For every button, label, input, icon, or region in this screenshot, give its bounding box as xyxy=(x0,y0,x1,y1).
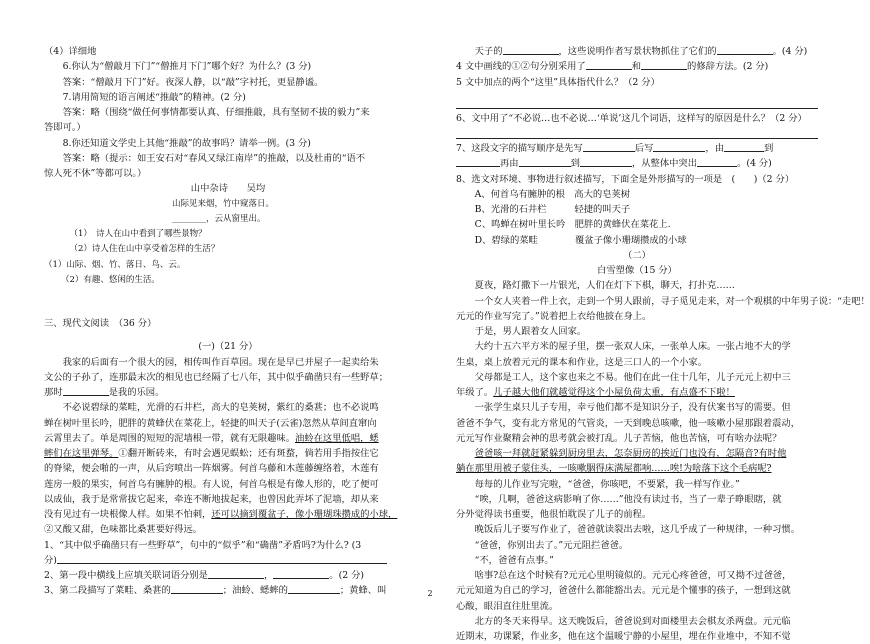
fill-blank xyxy=(717,44,773,55)
option-d: D、碧绿的菜畦 覆盆子像小珊瑚攒成的小球 xyxy=(474,234,687,246)
question-6: 6、文中用了“不必说…也不必说…‘单说’这几个词语，这样写的原因是什么？（2 分） xyxy=(456,112,807,124)
underlined-sentence: 儿子越大他们就越觉得这个小屋负荷太重，有点盛不下啦！ xyxy=(493,387,735,398)
poem-title: 山中杂诗 吴均 xyxy=(190,183,266,195)
passage-title: 白雪塑像（15 分） xyxy=(597,265,677,276)
passage-line: 元元的作业写完了。”说着把上衣给他披在身上。 xyxy=(456,310,652,322)
passage-line: 一个女人夹着一件上衣，走到一个男人跟前，寻子觅见走来，对一个观棋的中年男子说：“走吧！ xyxy=(474,295,870,307)
fill-blank xyxy=(580,156,632,167)
poem-question-1: （1） 诗人在山中看到了哪些景物？ xyxy=(69,229,207,239)
passage-line: 大约十五六平方米的屋子里，摆一张双人床，一张单人床。一张占地不大的学 xyxy=(474,341,791,353)
passage-line: 于是，男人跟着女人回家。 xyxy=(474,326,587,337)
question-7: 7、这段文字的描写顺序是先写 后写 ，由 到 xyxy=(456,143,774,154)
answer-line xyxy=(456,126,818,139)
passage-line: 元元写作业聚精会神的思考就会被打乱。儿子苦恼，他也苦恼，可有啥办法呢？ xyxy=(456,432,782,444)
fill-blank xyxy=(503,44,559,55)
passage-line: 生桌，桌上放着元元的课本和作业，这是三口人的一个小家。 xyxy=(456,356,708,368)
underlined-sentence: 躺在那里用被子蒙住头，一咳嗽胭得床满屋都响……唉!为啥落下这个毛病呢? xyxy=(456,463,772,475)
answer-line xyxy=(57,553,387,564)
option-c: C、鸣蝉在树叶里长吟 肥胖的黄蜂伏在菜花上. xyxy=(474,219,671,231)
passage-line: 莲房一般的果实，何首乌有臃肿的根。有人说，何首乌根是有像人形的，吃了便可 xyxy=(44,478,379,490)
question-4: 4 文中画线的①②句分别采用了 和 的修辞方法。(2 分) xyxy=(456,61,769,73)
passage-line: 以成仙，我于是常常拔它起来，牵连不断地拔起来，也曾因此弄坏了泥墙，却从来 xyxy=(44,493,379,505)
question-1-cont: 分) xyxy=(44,553,412,568)
answer-line xyxy=(456,96,818,109)
passage-line: 每每的儿作业写完啦，“爸爸，你咳吧，不要紧，我一样写作业。” xyxy=(474,478,740,490)
right-column xyxy=(456,44,870,644)
answer-7: 答案：略（围绕“做任何事情都要认真、仔细推敲，具有坚韧不拔的毅力”来 xyxy=(62,107,370,118)
fill-blank xyxy=(653,141,705,152)
passage-line: “唉，几啊，爸爸这病影响了你……”他没有读过书，当了一辈子睁眼瞎，就 xyxy=(474,493,782,505)
fill-blank xyxy=(519,156,571,167)
passage-line: 蝉在树叶里长吟，肥胖的黄蜂伏在菜花上，轻捷的叫天子(云雀)忽然从草间直窜向 xyxy=(44,417,377,429)
passage-line: 的脊梁，便会啪的一声，从后窍喷出一阵烟雾。何首乌藤和木莲藤缠络着，木莲有 xyxy=(44,463,379,475)
fill-blank xyxy=(586,59,632,70)
question-2: 2、第一段中横线上应填关联词语分别是 ， 。(2 分) xyxy=(44,570,364,581)
passage-line: 不必说碧绿的菜畦，光滑的石井栏，高大的皂荚树，紫红的桑葚；也不必说鸣 xyxy=(62,402,379,414)
question-1: 1、“其中似乎确凿只有一些野草”，句中的“似乎”和“确凿”矛盾吗?为什么? (3 xyxy=(44,539,362,551)
poem-line-2: ________，云从窗里出。 xyxy=(172,213,266,224)
passage-line: 一张学生桌只儿子专用，幸亏他们都不是知识分子，没有伏案书写的需要。但 xyxy=(474,402,791,414)
underlined-sentence: 爸爸咳一拜就赶紧躲到厨房里去，怎奈厨房的挨近门也没有，怎隔音?有时他 xyxy=(474,448,787,459)
question-7: 7.请用简短的语言阐述“推敲”的精神。(2 分) xyxy=(62,91,246,103)
passage-line: 啥事?总在这个时候有?元元心里明镜似的。元元心疼爸爸，可又拗不过爸爸， xyxy=(474,570,792,581)
passage-line: 心酸，眼泪直往肚里流。 xyxy=(456,600,559,612)
question-3: 3、第二段描写了菜畦、桑葚的 ；油蛉、蟋蟀的 ；黄蜂、叫 xyxy=(44,585,387,597)
passage-line: 父母都是工人，这个家也来之不易。他们在此一住十几年，儿子元元上初中三 xyxy=(474,371,791,383)
fill-blank xyxy=(641,59,687,70)
option-b: B、光滑的石井栏 轻捷的叫天子 xyxy=(474,204,631,215)
fill-blank xyxy=(724,141,764,152)
answer-8-cont: 惊人死不休”等都可以。） xyxy=(44,168,147,179)
passage-line: 年级了。儿子越大他们就越觉得这个小屋负荷太重，有点盛不下啦！ xyxy=(456,387,735,398)
fill-blank xyxy=(697,156,737,167)
passage-line: “不，爸爸有点事。” xyxy=(474,554,554,566)
answer-6: 答案：“僧敲月下门”好。夜深人静，以“敲”字衬托，更显静谧。 xyxy=(62,76,324,88)
passage-line: 分外觉得读书重要，他很怕耽误了儿子的前程。 xyxy=(456,509,652,520)
option-a: A、何首乌有臃肿的根 高大的皂荚树 xyxy=(474,188,631,200)
question-7-cont: 再由 到 ，从整体中突出 。(4 分) xyxy=(456,156,818,171)
answer-8: 答案：略（提示：如王安石对“春风又绿江南岸”的推敲，以及杜甫的“语不 xyxy=(62,152,366,164)
passage-line: 没有见过有一块根像人样。如果不怕刺，还可以摘到覆盆子，像小珊瑚珠攒成的小球， xyxy=(44,509,398,520)
underlined-sentence-1-cont: 蟀们在这里弹琴。 xyxy=(44,448,119,459)
passage-line: 我家的后面有一个很大的园，相传叫作百草园。现在是早已并屋子一起卖给朱 xyxy=(62,356,379,368)
passage-line: 晚饭后儿子要写作业了，爸爸就读裂出去啦，这几乎成了一种规律，一种习惯。 xyxy=(474,524,800,536)
passage-line: 北方的冬天来得早。这天晚饭后，爸爸说到对面楼里去会棋友杀两盘。元元临 xyxy=(474,615,791,627)
answer-7-cont: 答即可。） xyxy=(44,122,86,134)
fill-blank xyxy=(583,141,635,152)
fill-blank xyxy=(208,568,264,579)
fill-blank xyxy=(63,385,109,396)
subsection-heading: (一)（21 分） xyxy=(198,341,258,353)
question-3-cont: 天子的 ，这些说明作者写景状物抓住了它们的 。(4 分) xyxy=(474,46,808,57)
question-6: 6.你认为“僧敲月下门”“僧推月下门”哪个好？为什么？(3 分) xyxy=(62,61,312,73)
passage-line: “爸爸，你别出去了。”元元阻拦爸爸。 xyxy=(474,539,629,551)
fill-blank xyxy=(456,156,500,167)
passage-line: 云霄里去了。单是周围的短短的泥墙根一带，就有无限趣味。油蛉在这里低唱，蟋 xyxy=(44,432,379,444)
question-8: 8.你还知道文学史上其他“推敲”的故事吗？请举一例。(3 分) xyxy=(62,137,311,149)
question-8: 8、选文对环境、事物进行叙述描写，下面全是外形描写的一项是 ( )（2 分） xyxy=(456,173,795,185)
passage-line: 元元知道为自己的学习，爸爸什么都能豁出去。元元是个懂事的孩子，一想到这就 xyxy=(456,585,791,597)
text-line: （4）详细地 xyxy=(44,46,97,57)
subsection-heading: （二） xyxy=(623,249,651,261)
poem-answer-2: （2）有趣、悠闲的生活。 xyxy=(61,274,160,285)
page-number: 2 xyxy=(427,589,433,598)
section-heading: 三、现代文阅读 （36 分） xyxy=(44,318,157,329)
passage-line: 夏夜，路灯撒下一片银光，人们在灯下下棋，聊天，打扑克…… xyxy=(474,280,735,292)
passage-line: 那时 是我的乐园。 xyxy=(44,387,165,398)
fill-blank xyxy=(273,568,329,579)
passage-line: 爸爸不争气，变有北方常见的气管炎，一天到晚总咳嗽，他一咳嗽小屋那跟着震动， xyxy=(456,417,800,429)
poem-line-1: 山际见来烟，竹中窥落日。 xyxy=(172,198,275,209)
underlined-sentence-1: 油蛉在这里低唱，蟋 xyxy=(295,432,379,444)
left-column xyxy=(44,44,412,599)
passage-line: 文公的子孙了，连那最末次的相见也已经隔了七八年，其中似乎确凿只有一些野草； xyxy=(44,371,388,383)
passage-line: 蟀们在这里弹琴。①翻开断砖来，有时会遇见蜈蚣；还有斑蝥，倘若用手指按住它 xyxy=(44,448,379,459)
poem-answer-1: （1）山际、烟、竹、落日、鸟、云。 xyxy=(44,259,186,270)
underlined-sentence-2: 还可以摘到覆盆子，像小珊瑚珠攒成的小球， xyxy=(211,509,398,520)
question-5: 5 文中加点的两个“这里”具体指代什么？（2 分） xyxy=(456,76,660,88)
poem-question-2: （2）诗人住在山中享受着怎样的生活？ xyxy=(69,244,220,255)
passage-line: 近期末，功课紧，作业多，他在这个温暖宁静的小屋里，埋在作业堆中，不知不觉 xyxy=(456,631,791,642)
passage-line: ②又酸又甜，色味都比桑葚要好得远。 xyxy=(44,524,203,536)
